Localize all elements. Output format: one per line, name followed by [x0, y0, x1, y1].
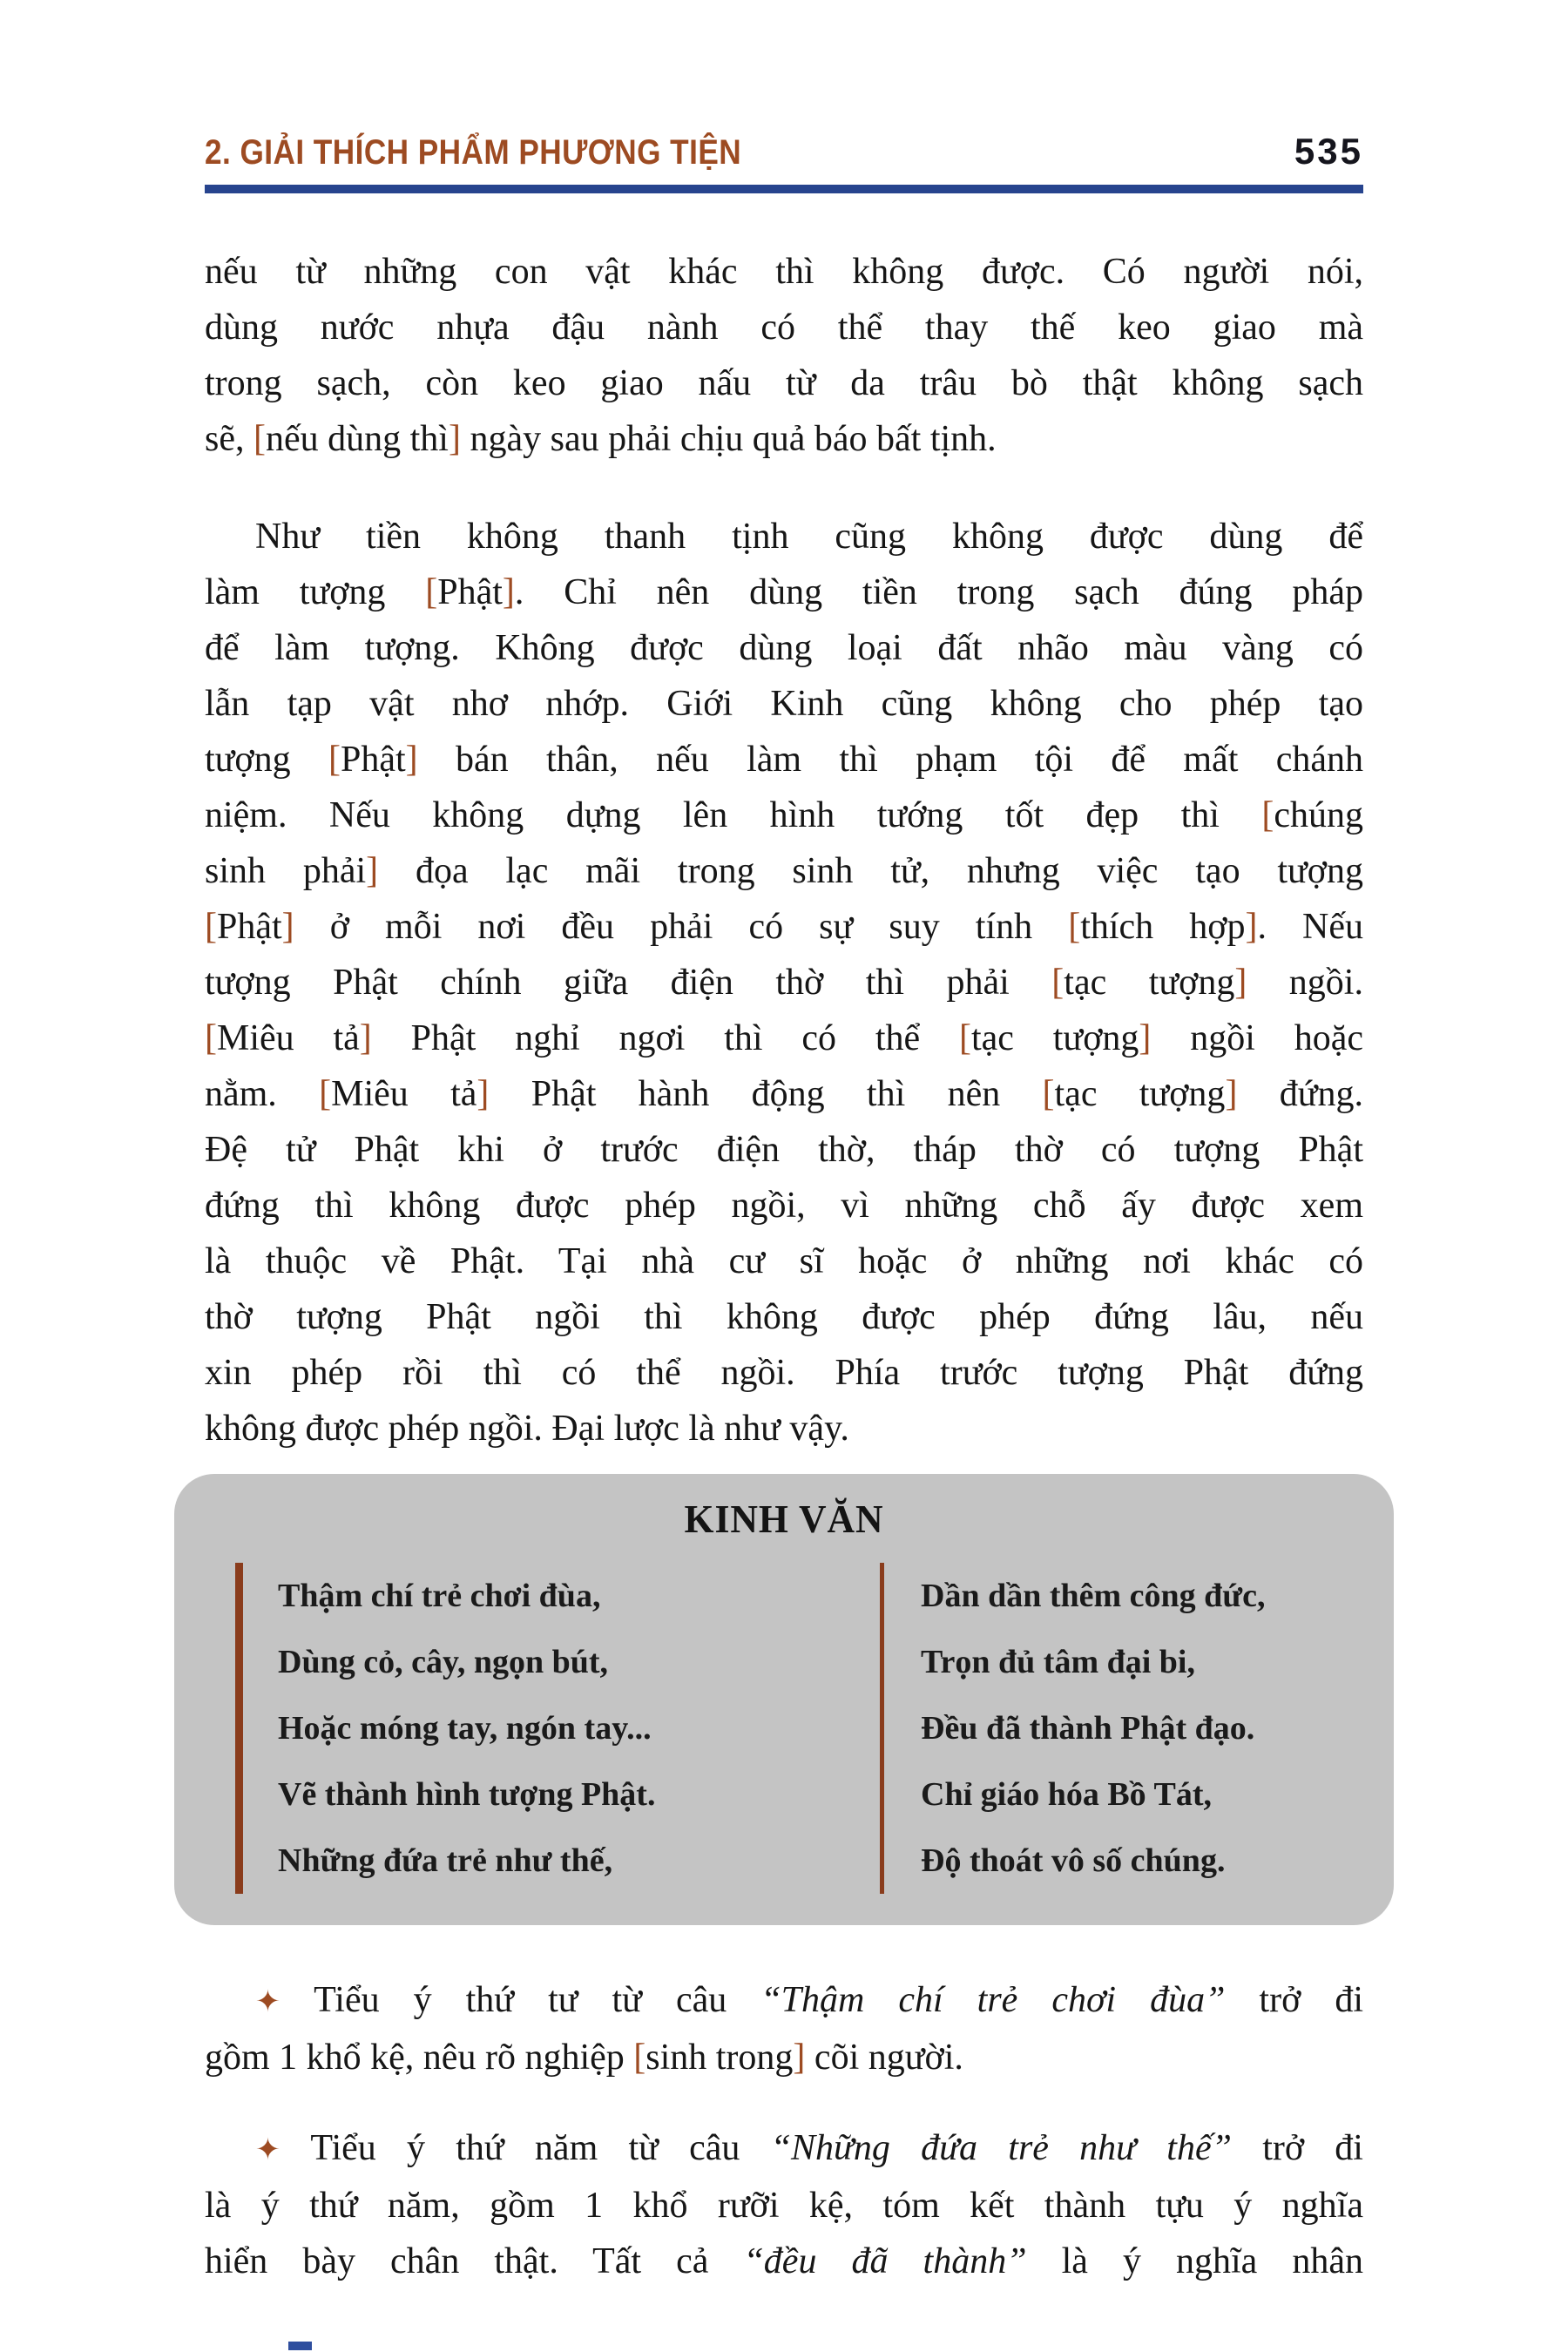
text-line: Như tiền không thanh tịnh cũng không được dùng để	[255, 517, 1363, 557]
text-line: đứng thì không được phép ngồi, vì những chỗ ấy được xem	[205, 1186, 1363, 1226]
text-line: nằm. [Miêu tả] Phật hành động thì nên [tạc tượng] đứng.	[205, 1074, 1364, 1114]
text-line: nếu từ những con vật khác thì không được. Có người nói,	[205, 252, 1363, 292]
paragraph-main	[205, 509, 1363, 1456]
text-line: hiển bày chân thật. Tất cả “đều đã thành” là ý nghĩa nhân	[205, 2241, 1363, 2281]
header-row	[205, 131, 1363, 172]
text-line: ✦ Tiểu ý thứ năm từ câu “Những đứa trẻ như thế” trở đi	[255, 2128, 1363, 2168]
text-line: làm tượng [Phật]. Chỉ nên dùng tiền trong sạch đúng pháp	[205, 572, 1363, 612]
text-line: niệm. Nếu không dựng lên hình tướng tốt đẹp thì [chúng	[205, 795, 1363, 835]
page-number: 535	[1294, 131, 1363, 172]
text-line: Đều đã thành Phật đạo.	[921, 1710, 1255, 1747]
text-line: ✦ Tiểu ý thứ tư từ câu “Thậm chí trẻ chơi đùa” trở đi	[255, 1980, 1363, 2020]
page-body	[205, 244, 1363, 2289]
kinh-van-title: KINH VĂN	[684, 1497, 884, 1541]
text-line: [Miêu tả] Phật nghỉ ngơi thì có thể [tạc tượng] ngồi hoặc	[205, 1018, 1364, 1058]
text-line: gồm 1 khổ kệ, nêu rõ nghiệp [sinh trong] cõi người.	[205, 2038, 963, 2078]
text-line: là ý thứ năm, gồm 1 khổ rưỡi kệ, tóm kết thành tựu ý nghĩa	[205, 2186, 1363, 2226]
text-line: Độ thoát vô số chúng.	[921, 1842, 1226, 1879]
text-line: dùng nước nhựa đậu nành có thể thay thế keo giao mà	[205, 308, 1363, 348]
text-line: sinh phải] đọa lạc mãi trong sinh tử, nhưng việc tạo tượng	[205, 851, 1364, 891]
text-line: Chỉ giáo hóa Bồ Tát,	[921, 1776, 1212, 1813]
text-line: [Phật] ở mỗi nơi đều phải có sự suy tính [thích hợp]. Nếu	[205, 907, 1363, 947]
text-line: để làm tượng. Không được dùng loại đất nhão màu vàng có	[205, 628, 1363, 668]
text-line: là thuộc về Phật. Tại nhà cư sĩ hoặc ở những nơi khác có	[205, 1241, 1363, 1281]
text-line: lẫn tạp vật nhơ nhớp. Giới Kinh cũng không cho phép tạo	[205, 684, 1363, 724]
text-line: tượng [Phật] bán thân, nếu làm thì phạm tội để mất chánh	[205, 740, 1363, 780]
text-line: Vẽ thành hình tượng Phật.	[278, 1776, 656, 1813]
text-line: Trọn đủ tâm đại bi,	[921, 1644, 1195, 1680]
paragraph-opening	[205, 244, 1363, 467]
commentary-note-5	[205, 2120, 1363, 2289]
header-rule	[205, 185, 1363, 193]
text-line: Dần dần thêm công đức,	[921, 1578, 1266, 1614]
page-bottom-mark	[288, 2342, 312, 2350]
text-line: Thậm chí trẻ chơi đùa,	[278, 1578, 601, 1614]
verse-column-left	[235, 1563, 775, 1894]
text-line: Hoặc móng tay, ngón tay...	[278, 1710, 652, 1747]
star-bullet-icon: ✦	[255, 1985, 280, 2018]
star-bullet-icon: ✦	[255, 2133, 280, 2166]
text-line: Dùng cỏ, cây, ngọn bút,	[278, 1644, 609, 1680]
page-header	[205, 131, 1363, 193]
commentary-note-4	[205, 1972, 1363, 2085]
kinh-van-columns	[174, 1563, 1394, 1894]
text-line: trong sạch, còn keo giao nấu từ da trâu bò thật không sạch	[205, 363, 1363, 403]
text-line: tượng Phật chính giữa điện thờ thì phải [tạc tượng] ngồi.	[205, 963, 1363, 1003]
text-line: Những đứa trẻ như thế,	[278, 1842, 613, 1879]
text-line: xin phép rồi thì có thể ngồi. Phía trước tượng Phật đứng	[205, 1353, 1363, 1393]
text-line: thờ tượng Phật ngồi thì không được phép đứng lâu, nếu	[205, 1297, 1363, 1337]
text-line: không được phép ngồi. Đại lược là như vậy.	[205, 1409, 849, 1449]
verse-column-right	[880, 1563, 1342, 1894]
kinh-van-box	[174, 1474, 1394, 1925]
text-line: Đệ tử Phật khi ở trước điện thờ, tháp thờ có tượng Phật	[205, 1130, 1363, 1170]
text-line: sẽ, [nếu dùng thì] ngày sau phải chịu quả báo bất tịnh.	[205, 419, 997, 459]
chapter-title: 2. GIẢI THÍCH PHẨM PHƯƠNG TIỆN	[205, 133, 742, 172]
